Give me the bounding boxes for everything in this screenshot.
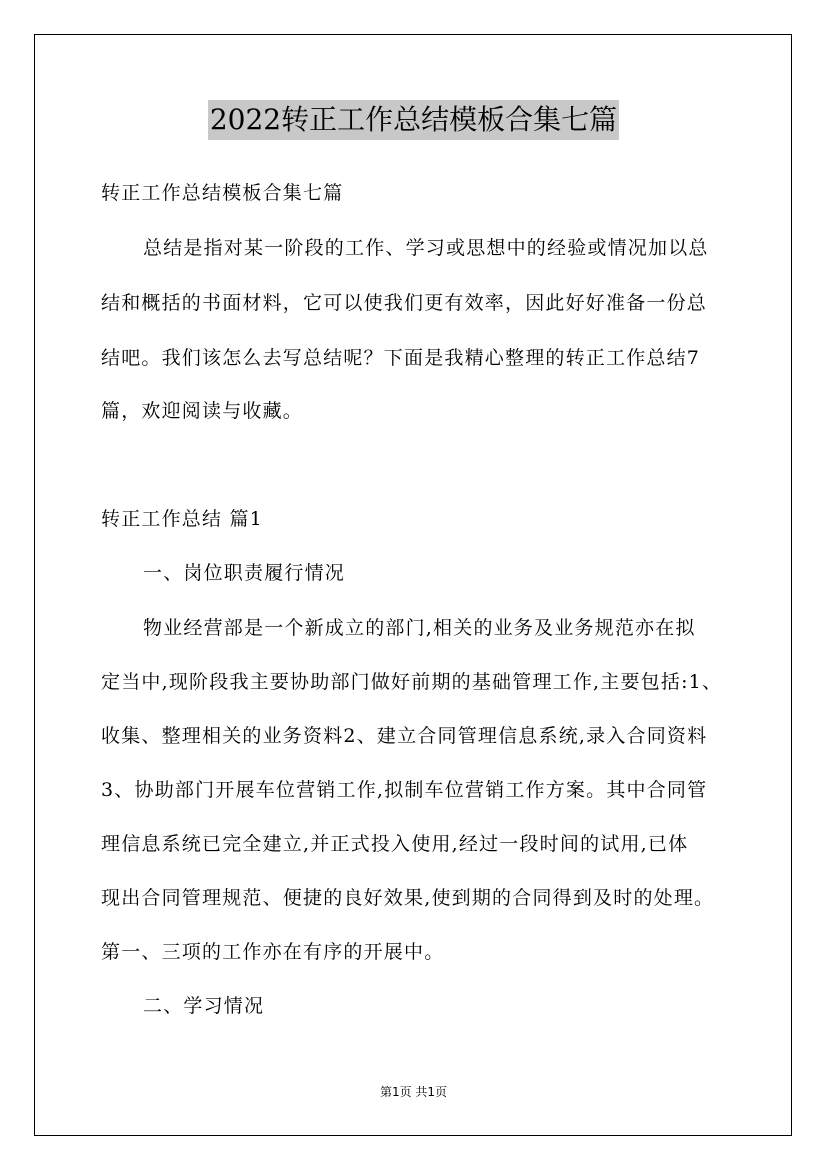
paragraph-line: 3、协助部门开展车位营销工作,拟制车位营销工作方案。其中合同管 [101, 779, 708, 801]
page-footer: 第1页 共1页 [379, 1085, 448, 1099]
paragraph-line: 物业经营部是一个新成立的部门,相关的业务及业务规范亦在拟 [143, 617, 696, 639]
paragraph-line: 理信息系统已完全建立,并正式投入使用,经过一段时间的试用,已体 [101, 833, 689, 855]
paragraph-line: 结吧。我们该怎么去写总结呢？下面是我精心整理的转正工作总结7 [101, 347, 701, 369]
paragraph-line: 定当中,现阶段我主要协助部门做好前期的基础管理工作,主要包括:1、 [101, 671, 723, 693]
paragraph-line: 结和概括的书面材料，它可以使我们更有效率，因此好好准备一份总 [101, 292, 708, 314]
paragraph-line: 现出合同管理规范、便捷的良好效果,使到期的合同得到及时的处理。 [101, 887, 715, 909]
section-heading: 转正工作总结 篇1 [101, 508, 263, 530]
document-title: 2022转正工作总结模板合集七篇 [208, 100, 619, 140]
subsection-heading: 二、学习情况 [143, 995, 265, 1017]
subtitle-line: 转正工作总结模板合集七篇 [101, 182, 344, 204]
paragraph-line: 总结是指对某一阶段的工作、学习或思想中的经验或情况加以总 [143, 237, 709, 259]
paragraph-line: 收集、整理相关的业务资料2、建立合同管理信息系统,录入合同资料 [101, 725, 708, 747]
title-container [0, 100, 827, 140]
subsection-heading: 一、岗位职责履行情况 [143, 562, 346, 584]
paragraph-line: 第一、三项的工作亦在有序的开展中。 [101, 941, 445, 963]
paragraph-line: 篇，欢迎阅读与收藏。 [101, 400, 304, 422]
